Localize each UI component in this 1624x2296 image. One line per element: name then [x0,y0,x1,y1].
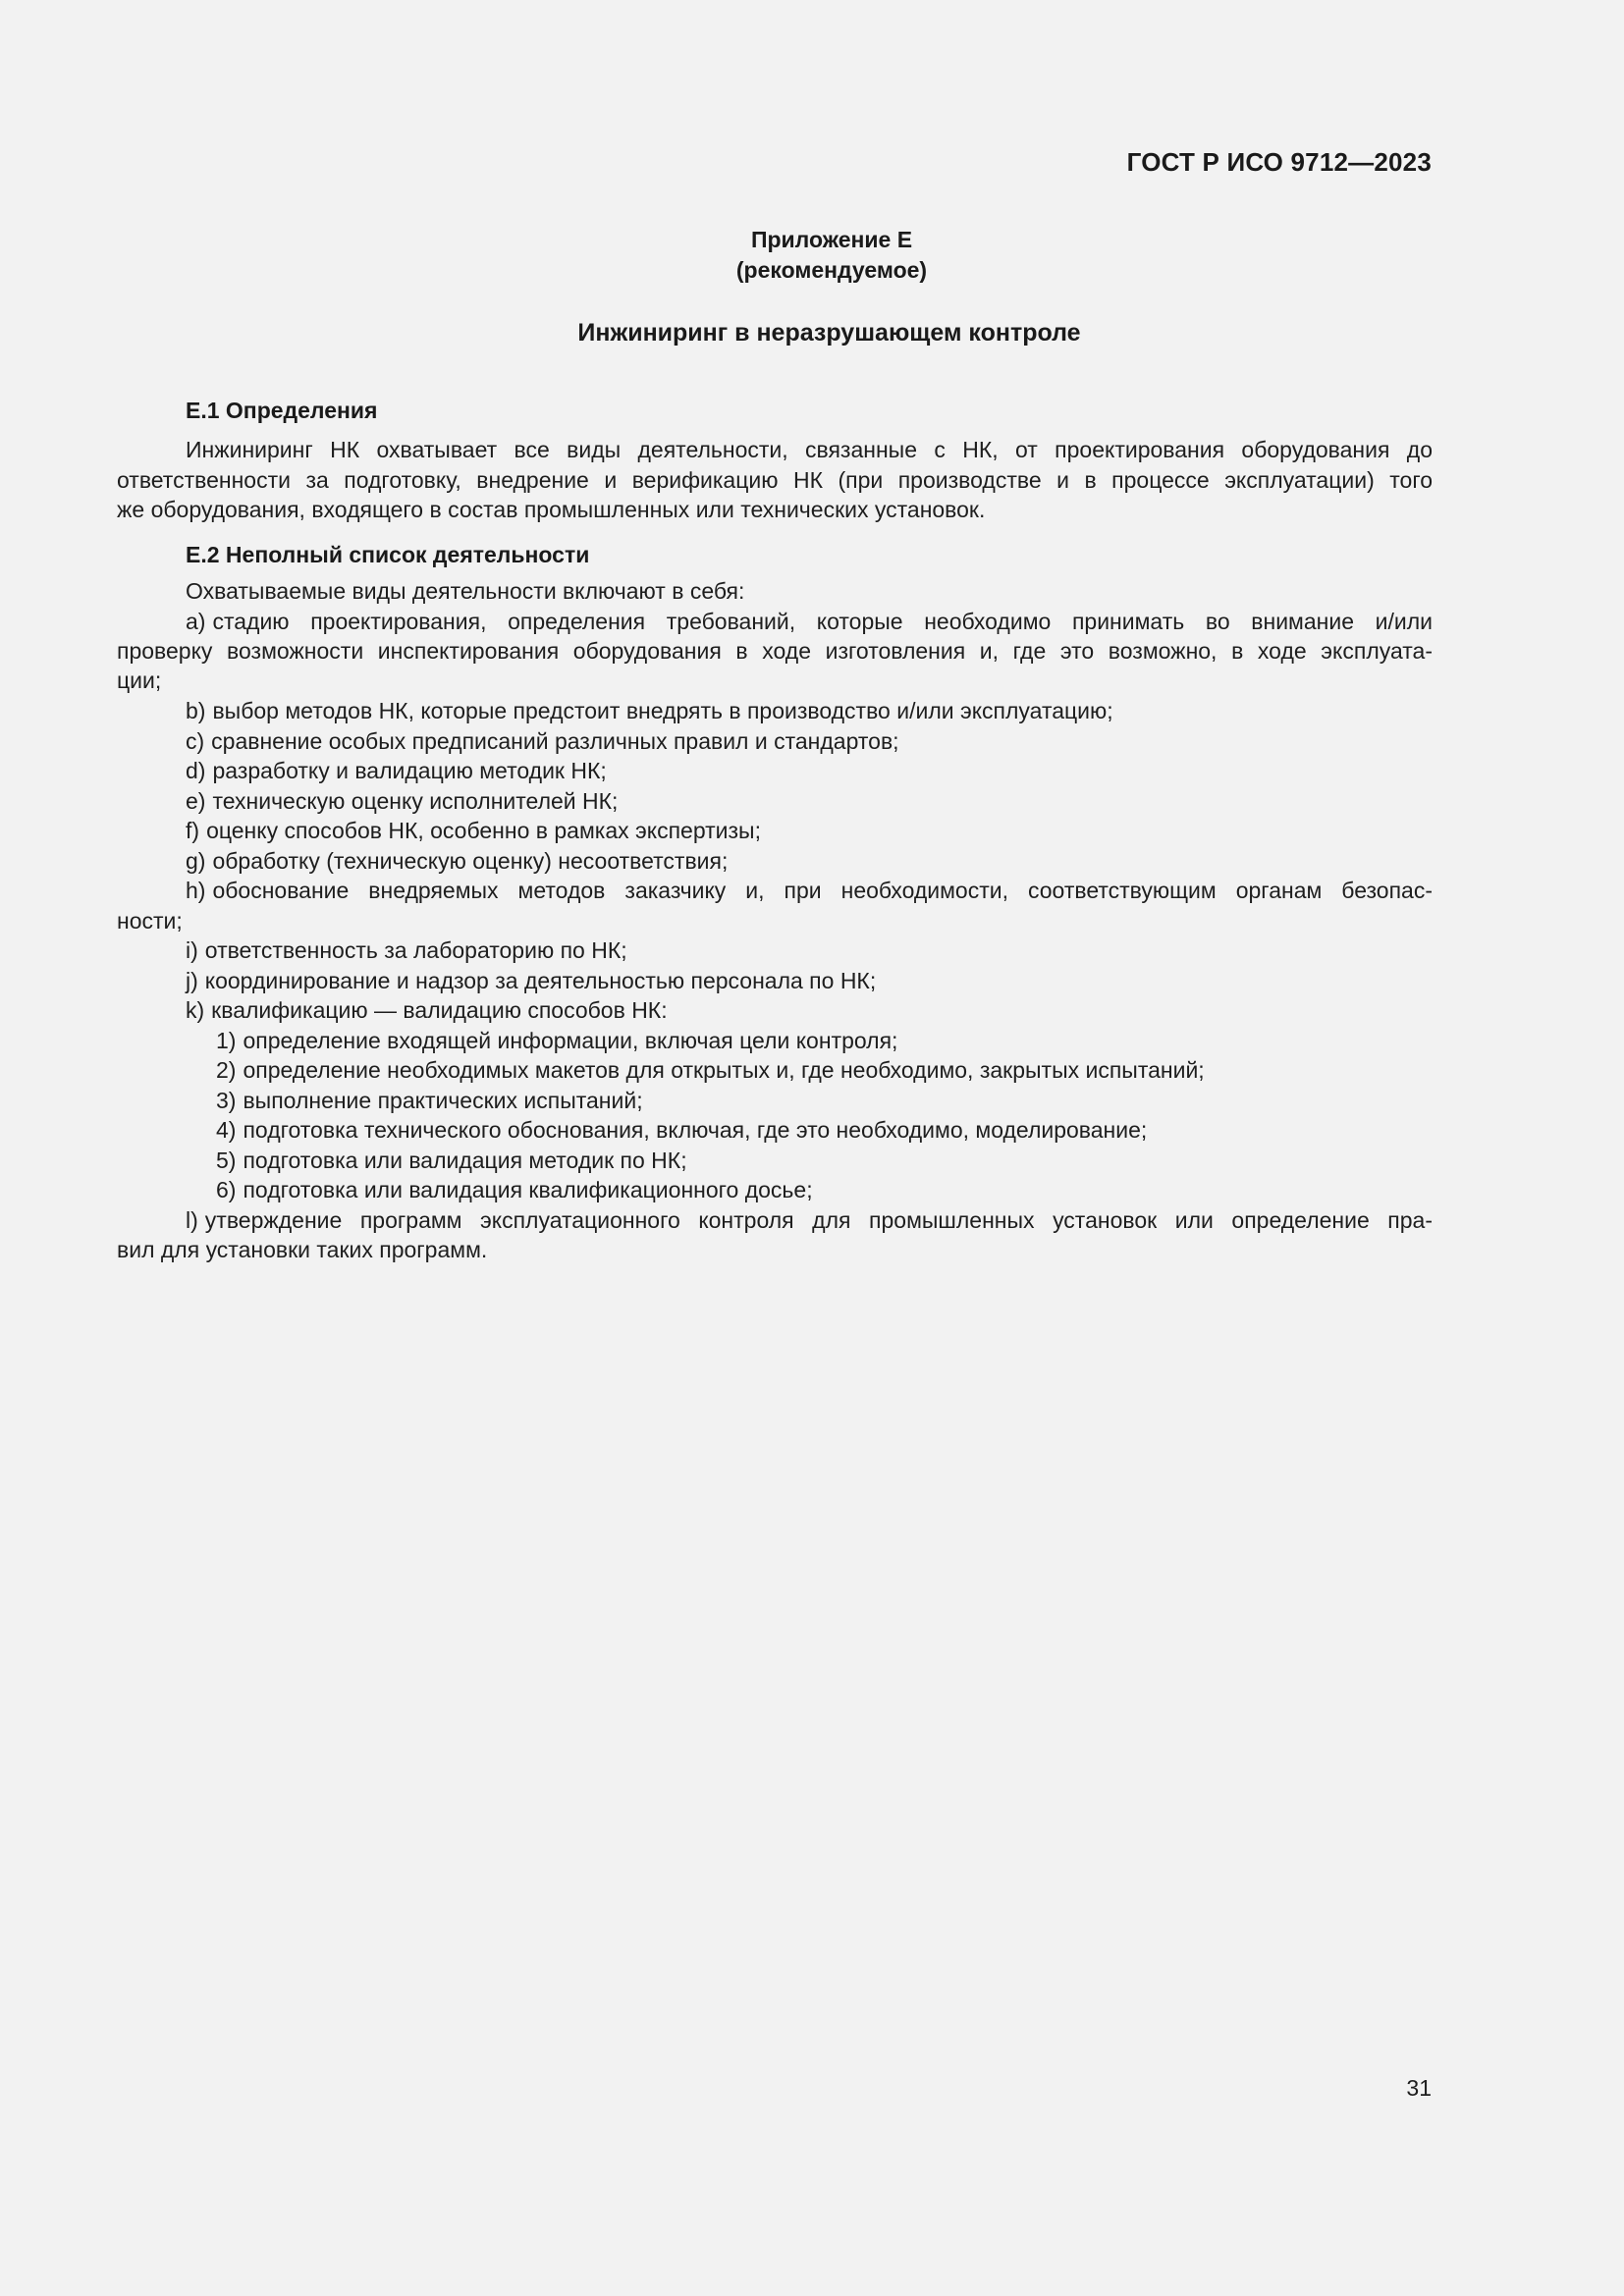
list-item-h-cont: ности; [117,908,183,934]
sub-item-4 [216,1115,1433,1145]
sub-item-5 [216,1146,1433,1175]
annex-status: (рекомендуемое) [735,257,928,283]
page-number: 31 [1406,2075,1432,2101]
list-item-i [186,935,1433,965]
item-label: g) [186,848,206,874]
item-label: b) [186,698,206,723]
item-label: h) [186,878,206,903]
item-text: стадию проектирования, определения требований, которые необходимо принимать во внимание и/или [212,609,1433,634]
item-label: d) [186,758,206,783]
item-text: разработку и валидацию методик НК; [212,758,607,783]
sub-item-label: 2) [216,1057,237,1083]
item-label: i) [186,937,198,963]
paragraph-line: же оборудования, входящего в состав промышленных или технических установок. [117,497,986,522]
annex-title: Приложение Е [750,227,913,252]
item-label: a) [186,609,206,634]
annex-heading: Инжиниринг в неразрушающем контроле [577,319,1081,347]
sub-item-text: определение входящей информации, включая цели контроля; [243,1028,898,1053]
item-label: j) [186,968,198,993]
sub-item-text: подготовка или валидация квалификационного досье; [243,1177,813,1202]
sub-item-label: 5) [216,1148,237,1173]
list-item-a [186,607,1433,636]
sub-item-text: подготовка или валидация методик по НК; [243,1148,687,1173]
list-item-c [186,726,1433,756]
standard-code: ГОСТ Р ИСО 9712—2023 [1126,147,1432,177]
sub-item-label: 3) [216,1088,237,1113]
list-item-e [186,786,1433,816]
item-text: координирование и надзор за деятельностью персонала по НК; [204,968,877,993]
paragraph-line: Инжиниринг НК охватывает все виды деятельности, связанные с НК, от проектирования оборудования до [186,437,1433,462]
sub-item-text: выполнение практических испытаний; [243,1088,643,1113]
list-item-l-cont: вил для установки таких программ. [117,1237,488,1262]
item-text: техническую оценку исполнителей НК; [212,788,619,814]
list-intro: Охватываемые виды деятельности включают в себя: [186,578,745,604]
item-text: ответственность за лабораторию по НК; [204,937,627,963]
section-heading-e2: Е.2 Неполный список деятельности [186,542,590,567]
item-label: f) [186,818,200,843]
list-item-a-cont: ции; [117,667,162,693]
item-label: e) [186,788,206,814]
list-item-k [186,995,1433,1025]
sub-item-1 [216,1026,1433,1055]
list-item-h [186,876,1433,905]
item-text: обоснование внедряемых методов заказчику и, при необходимости, соответствующим органам безопас- [212,878,1433,903]
list-item-j [186,966,1433,995]
item-text: выбор методов НК, которые предстоит внедрять в производство и/или эксплуатацию; [212,698,1113,723]
section-heading-e1: Е.1 Определения [186,398,378,423]
sub-item-label: 6) [216,1177,237,1202]
sub-item-2 [216,1055,1433,1085]
list-item-g [186,846,1433,876]
list-item-d [186,756,1433,785]
list-item-f [186,816,1433,845]
item-label: k) [186,997,205,1023]
item-text: квалификацию — валидацию способов НК: [211,997,668,1023]
item-text: утверждение программ эксплуатационного контроля для промышленных установок или определение пра- [204,1207,1433,1233]
list-item-a-cont: проверку возможности инспектирования оборудования в ходе изготовления и, где это возможно, в ходе эксплуата- [117,638,1433,664]
sub-item-text: определение необходимых макетов для открытых и, где необходимо, закрытых испытаний; [243,1057,1205,1083]
item-text: оценку способов НК, особенно в рамках экспертизы; [206,818,761,843]
list-item-l [186,1205,1433,1235]
sub-item-label: 4) [216,1117,237,1143]
item-text: сравнение особых предписаний различных правил и стандартов; [211,728,899,754]
paragraph-line: ответственности за подготовку, внедрение и верификацию НК (при производстве и в процессе эксплуатации) того [117,467,1433,493]
sub-item-text: подготовка технического обоснования, включая, где это необходимо, моделирование; [243,1117,1148,1143]
sub-item-6 [216,1175,1433,1204]
sub-item-label: 1) [216,1028,237,1053]
item-text: обработку (техническую оценку) несоответствия; [212,848,729,874]
item-label: c) [186,728,205,754]
sub-item-3 [216,1086,1433,1115]
list-item-b [186,696,1433,725]
item-label: l) [186,1207,198,1233]
